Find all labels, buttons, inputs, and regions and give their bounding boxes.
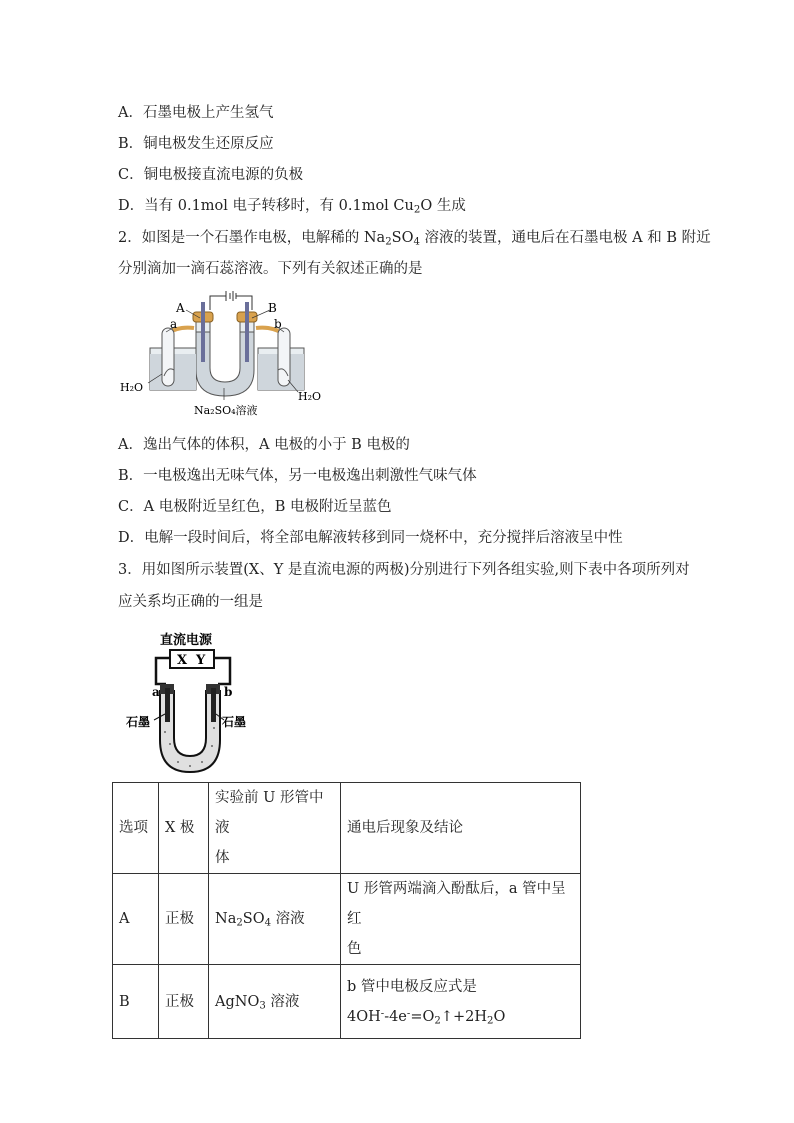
option-letter: A． [118, 105, 143, 121]
equation-text: -4e [384, 1008, 407, 1025]
pole-y: Y [196, 653, 206, 668]
liquid-text: Na [215, 911, 237, 927]
label-solution: Na₂SO₄溶液 [194, 404, 258, 417]
q3-stem-line2 [118, 592, 263, 612]
result-line2: 色 [347, 941, 362, 957]
header-x-pole: X 极 [159, 783, 209, 874]
q3-options-table [112, 782, 581, 1039]
superscript: - [380, 1007, 385, 1019]
q1-option-c [118, 165, 303, 185]
q1-option-b [118, 134, 274, 154]
stem-text: 分别滴加一滴石蕊溶液。下列有关叙述正确的是 [118, 261, 423, 277]
liquid-text: 溶液 [271, 911, 305, 927]
q2-option-a [118, 435, 410, 455]
option-text-end: O 生成 [420, 198, 466, 214]
label-tube-a: a [170, 317, 178, 331]
cell-liquid [209, 874, 341, 965]
power-source-label: 直流电源 [160, 633, 213, 648]
header-liquid-line2: 体 [215, 850, 230, 866]
header-result: 通电后现象及结论 [341, 783, 581, 874]
table-header-row [113, 783, 581, 874]
electrode-a [201, 302, 205, 362]
equation-text: ↑+2H [440, 1008, 487, 1025]
q2-option-b [118, 466, 477, 486]
option-letter: C． [118, 499, 144, 515]
label-tube-b: b [274, 317, 282, 331]
label-water-left: H₂O [120, 381, 144, 394]
beaker-right [258, 328, 304, 390]
q2-option-d [118, 528, 623, 548]
question-number: 3． [118, 562, 142, 578]
stem-text: 溶液的装置，通电后在石墨电极 A 和 B 附近 [419, 230, 711, 246]
equation-text: O [493, 1008, 506, 1025]
electrode-b [245, 302, 249, 362]
stem-text: 应关系均正确的一组是 [118, 594, 263, 610]
subscript: 3 [259, 1000, 266, 1012]
superscript: - [406, 1007, 411, 1019]
liquid-text: AgNO [215, 993, 260, 1010]
graphite-left [165, 688, 170, 722]
cell-option: B [113, 965, 159, 1039]
option-letter: B． [118, 136, 144, 152]
subscript: 2 [434, 1015, 441, 1027]
liquid-text: 溶液 [265, 993, 300, 1010]
result-line1: U 形管两端滴入酚酞后，a 管中呈红 [347, 881, 566, 927]
header-option: 选项 [113, 783, 159, 874]
option-text: 石墨电极上产生氢气 [142, 105, 274, 121]
liquid-text: SO [242, 911, 265, 927]
option-text: 铜电极发生还原反应 [143, 136, 274, 152]
option-letter: B． [118, 468, 144, 484]
header-liquid [209, 783, 341, 874]
label-electrode-b: B [268, 301, 277, 315]
stem-text: SO [391, 230, 414, 246]
stem-text: 用如图所示装置(X、Y 是直流电源的两极)分别进行下列各组实验,则下表中各项所列对 [141, 562, 690, 578]
stem-text: 如图是一个石墨作电极，电解稀的 Na [141, 230, 386, 246]
option-text: 电解一段时间后，将全部电解液转移到同一烧杯中，充分搅拌后溶液呈中性 [144, 530, 623, 546]
q2-stem-line1 [118, 228, 711, 248]
q1-option-a [118, 103, 273, 123]
label-left-graphite: 石墨 [126, 715, 151, 729]
cell-liquid [209, 965, 341, 1039]
header-liquid-line1: 实验前 U 形管中液 [215, 790, 324, 836]
subscript: 2 [236, 917, 243, 929]
option-text: 一电极逸出无味气体，另一电极逸出刺激性气味气体 [143, 468, 477, 484]
option-letter: D． [118, 530, 145, 546]
electrolysis-apparatus-figure [118, 288, 328, 420]
subscript: 2 [413, 204, 421, 216]
subscript: 2 [487, 1015, 494, 1027]
cell-option: A [113, 874, 159, 965]
graphite-right [211, 688, 216, 722]
table-row [113, 874, 581, 965]
option-letter: D． [118, 198, 145, 214]
q2-option-c [118, 497, 391, 517]
label-water-right: H₂O [298, 390, 322, 403]
question-number: 2． [118, 230, 142, 246]
label-right-graphite: 石墨 [222, 715, 247, 729]
beaker-left [150, 328, 196, 390]
label-electrode-a: A [176, 301, 185, 315]
option-text: 当有 0.1mol 电子转移时，有 0.1mol Cu [144, 198, 414, 214]
option-text: 逸出气体的体积，A 电极的小于 B 电极的 [142, 437, 410, 453]
equation-text: 4OH [347, 1008, 381, 1025]
equation-text: =O [410, 1008, 435, 1025]
q3-stem-line1 [118, 560, 690, 580]
subscript: 4 [413, 236, 420, 248]
u-tube-electrolysis-figure [126, 628, 252, 776]
pole-x: X [177, 653, 188, 668]
option-text: A 电极附近呈红色，B 电极附近呈蓝色 [143, 499, 392, 515]
label-a: a [152, 685, 160, 699]
subscript: 2 [385, 236, 392, 248]
cell-result [341, 874, 581, 965]
q2-stem-line2 [118, 259, 423, 279]
result-line1: b 管中电极反应式是 [347, 978, 477, 995]
cell-x-pole: 正极 [159, 965, 209, 1039]
label-b: b [224, 685, 233, 699]
option-letter: A． [118, 437, 143, 453]
option-text: 铜电极接直流电源的负极 [143, 167, 304, 183]
option-letter: C． [118, 167, 144, 183]
electrode-equation [347, 1002, 574, 1032]
table-row [113, 965, 581, 1039]
q1-option-d [118, 196, 466, 216]
subscript: 4 [264, 917, 272, 929]
cell-x-pole: 正极 [159, 874, 209, 965]
cell-result [341, 965, 581, 1039]
